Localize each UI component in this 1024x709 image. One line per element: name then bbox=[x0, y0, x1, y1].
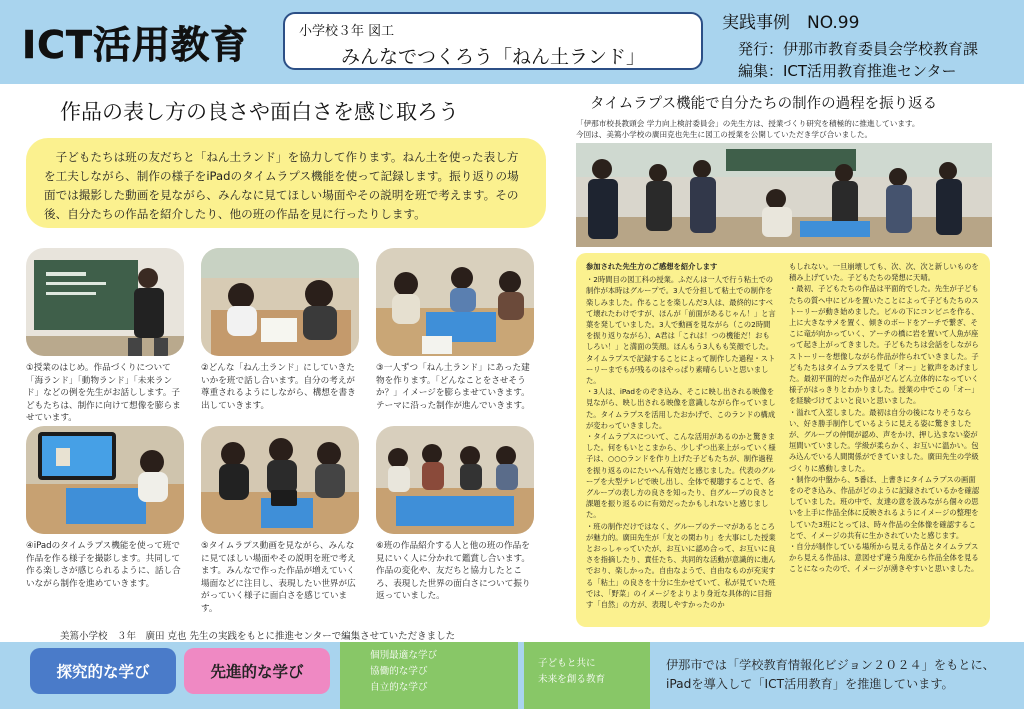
learning-type-3: 自立的な学び bbox=[370, 682, 428, 693]
lesson-title-box bbox=[283, 12, 703, 70]
advanced-learning-badge: 先進的な学び bbox=[184, 648, 330, 694]
teacher-comments-box bbox=[576, 253, 990, 627]
case-number: 実践事例 NO.99 bbox=[722, 13, 860, 33]
comments-text-2: もしれない。一旦崩壊しても、次、次、次と新しいものを積み上げていた。子どもたちの発想に天晴。 ・最初、子どもたちの作品は平面的でした。先生が子どもたちの質へ中にビルを置いたことによって子どもたちのストーリーが動き始めました。ビルの下にコンビニを作る、上に大きなサメを置く、傾きのボードをアーチで繋ぎ、そこに竜が向かっていく、アーチの橋に岩を置いて人魚が座って起き上がってきました。子どもたちは会話をしながらストーリーを想像しながら作品が作られていきました。子どもたちはタイムラプスを見て「オー」と歓声をあげました。最初平面的だった作品がどんどん立体的になっていく様子がはっきりとわかりました。授業の中でこの「オー」を経験づけてよいと良いと思いました。 ・溢れて入室しました。最初は自分の後になりそうならい、好き勝手制作しているように見える姿に驚きましたが、グループの仲間が認め、声をかけ、押し込まない姿が垣間いていました。学級が柔らかく、お互いに温かい。包み込んでいる人間関係ができていました。廣田先生の学級づくりに感動しました。 ・制作の中盤から、5番ほ、上書きにタイムラプスの画面をのぞき込み、作品がどのように記録されているかを確認していました。班の中で、友達の意を汲みながら個々の思いを上手に作品全体に反映されるようにイメージの整理をしていた3班にとっては、時々作品の全体像を確認することで、イメージの共有に生かされていたと感じます。 ・自分が制作している場所から見える作品とタイムラプスから見える作品は、意図せず違う角度から作品全体を見ることになったので、イメージが湧きやすいと思いました。 bbox=[789, 262, 980, 574]
photo-making-buildings bbox=[376, 248, 534, 356]
future-line-1: 子どもと共に bbox=[538, 658, 596, 669]
photo-card-4 bbox=[26, 426, 184, 590]
vision-line-2: iPadを導入して「ICT活用教育」を推進しています。 bbox=[666, 677, 954, 691]
credit-line: 美篶小学校 ３年 廣田 克也 先生の実践をもとに推進センターで編集させていただきました bbox=[60, 631, 456, 642]
photo-observing-teachers bbox=[576, 143, 992, 247]
photo-card-1 bbox=[26, 248, 184, 425]
comments-text-1: ・2時間目の図工科の授業。ふだんは一人で行う粘土での制作が本時はグループで。3人で分担して粘土での制作を楽しみました。作ることを楽しんだ3人は、最終的にすべて壊れたわけですが、ほんが「前面があるじゃん！」と言葉を発していました。3人で動画を見ながら（この2時間を振り返りながら）、A君は「これは！つの機能だ！おもしろい！」と満面の笑顔。ほんもう3人もも笑顔でした。タイムラプスで記録することによって制作した過程・ストーリーまでもが残るのはやっぱり素晴らしいと思いました。 ・3人は、iPadをのぞき込み、そこに映し出される映像を見ながら、映し出される映像を意識しながら作っていました。タイムラプスを活用したおかげで、このランドの構成が変わっていきました。 ・タイムラプスについて、こんな活用があるのかと驚きました。何をもいとこまから、少しずつ出来上がっていく様子は、○○○ランドを作り上げた子どもたちが、制作過程を振り返るのにたいへん有効だと感じました。代表のグループを大型テレビで映し出し、全体で視聴することで、各グループの表し方の良さを知ったり、自グループの良さと課題を振り返るのに有効だったかもしれないと感じました。 ・班の制作だけではなく、グループのテーマがあるところが魅力的。廣田先生が「友との関わり」を大事にした授業とおっしゃっていたが、お互いに認め合って、お互いに良さを指摘したり、責任たち、共同的な活動が意識的に進んでおり、楽しかった。自由なようで、自由なものが充実する「粘土」の良さを十分に生かせていて、私が見ていた班では、「野菜」のイメージをよりより身近な具体的に目指す「自然」の方が、表現しやすかったのか bbox=[586, 275, 776, 610]
left-heading: 作品の表し方の良さや面白さを感じ取ろう bbox=[60, 100, 459, 124]
learning-type-1: 個別最適な学び bbox=[370, 650, 438, 661]
comments-title: 参加された先生方のご感想を紹介します bbox=[586, 262, 718, 271]
inquiry-learning-badge: 探究的な学び bbox=[30, 648, 176, 694]
vision-statement bbox=[666, 656, 995, 694]
future-line-2: 未来を創る教育 bbox=[538, 674, 606, 685]
photo-watching-video bbox=[201, 426, 359, 534]
photo-teacher-blackboard bbox=[26, 248, 184, 356]
photo-caption-5: ⑤タイムラプス動画を見ながら、みんなに見てほしい場面やその説明を班で考えます。みんなで作った作品が増えていく場面などに注目し、表現したい世界が広がっていく様子に面白さを感じています。 bbox=[201, 541, 356, 614]
photo-ipad-timelapse bbox=[26, 426, 184, 534]
comments-column-2 bbox=[789, 261, 980, 619]
header-banner bbox=[0, 0, 1024, 84]
editor: 編集：ICT活用教育推進センター bbox=[738, 62, 957, 80]
right-intro-text: 「伊那市校長教頭会 学力向上検討委員会」の先生方は、授業づくり研究を積極的に推進しています。 今回は、美篶小学校の廣田克也先生に図工の授業を公開していただき学び合いました。 bbox=[576, 119, 920, 139]
future-education-box bbox=[524, 642, 650, 709]
photo-card-3 bbox=[376, 248, 534, 412]
photo-card-6 bbox=[376, 426, 534, 603]
photo-caption-3: ③一人ずつ「ねん土ランド」にあった建物を作ります。「どんなことをさせそうか？」イメージを膨らませていきます。テーマに沿った制作が進んでいきます。 bbox=[376, 363, 531, 411]
photo-caption-2: ②どんな「ねん土ランド」にしていきたいかを班で話し合います。自分の考えが尊重されるようにしながら、構想を書き出していきます。 bbox=[201, 363, 356, 411]
photo-caption-1: ①授業のはじめ。作品づくりについて「海ランド」「動物ランド」「未来ランド」などの例を先生がお話しします。子どもたちは、制作に向けて想像を膨らませています。 bbox=[26, 363, 181, 423]
photo-caption-4: ④iPadのタイムラプス機能を使って班で作品を作る様子を撮影します。共同して作る楽しさが感じられるように、話し合いながら制作を進めていきます。 bbox=[26, 541, 181, 589]
learning-type-2: 協働的な学び bbox=[370, 666, 428, 677]
photo-card-2 bbox=[201, 248, 359, 412]
vision-line-1: 伊那市では「学校教育情報化ビジョン２０２４」をもとに、 bbox=[666, 658, 995, 672]
ict-logo: ICT活用教育 bbox=[22, 23, 249, 67]
publisher: 発行：伊那市教育委員会学校教育課 bbox=[738, 40, 979, 58]
photo-group-discussion bbox=[201, 248, 359, 356]
learning-types-box bbox=[340, 642, 518, 709]
photo-card-5 bbox=[201, 426, 359, 615]
lesson-title: みんなでつくろう「ねん土ランド」 bbox=[340, 46, 645, 68]
comments-column-1 bbox=[586, 261, 777, 619]
intro-text: 子どもたちは班の友だちと「ねん土ランド」を協力して作ります。ねん土を使った表し方を工夫しながら、制作の様子をiPadのタイムラプス機能を使って記録します。振り返りの場面では撮影した動画を見ながら、みんなに見てほしい場面やその説明を班で考えます。その後、自分たちの作品を紹介したり、他の班の作品を見に行ったりします。 bbox=[26, 138, 546, 228]
footer-banner bbox=[0, 642, 1024, 709]
grade-subject: 小学校３年 図工 bbox=[299, 24, 395, 39]
right-heading: タイムラプス機能で自分たちの制作の過程を振り返る bbox=[590, 96, 938, 112]
photo-caption-6: ⑥班の作品紹介する人と他の班の作品を見にいく人に分かれて鑑賞し合います。作品の変化や、友だちと協力したところ、表現した世界の面白さについて振り返っていました。 bbox=[376, 541, 531, 601]
photo-viewing-works bbox=[376, 426, 534, 534]
